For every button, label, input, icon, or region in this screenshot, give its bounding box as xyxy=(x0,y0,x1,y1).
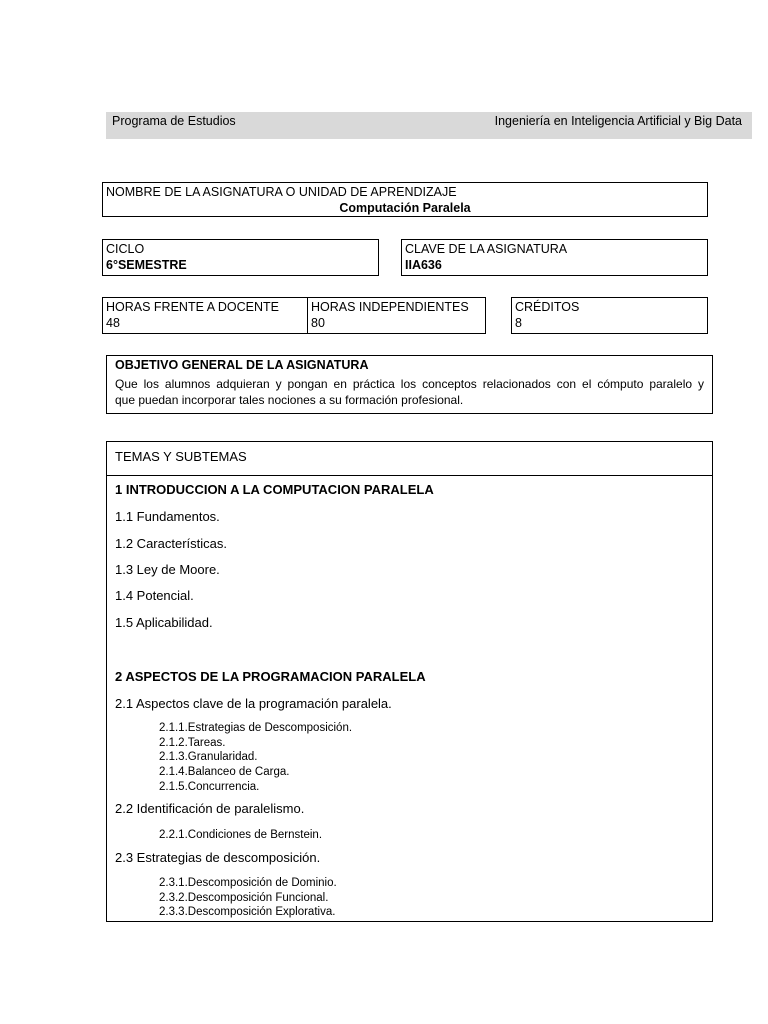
cycle-box xyxy=(102,239,379,276)
subitem-2-1-2: 2.1.2.Tareas. xyxy=(159,737,226,749)
topics-header-label: TEMAS Y SUBTEMAS xyxy=(115,449,247,464)
subitem-2-1-5: 2.1.5.Concurrencia. xyxy=(159,781,260,793)
item-1-5: 1.5 Aplicabilidad. xyxy=(115,615,213,630)
objective-line-2: que puedan incorporar tales nociones a su formación profesional. xyxy=(115,393,464,407)
subject-box xyxy=(102,182,708,217)
subitem-2-3-1: 2.3.1.Descomposición de Dominio. xyxy=(159,877,337,889)
objective-line-1: Que los alumnos adquieran y pongan en práctica los conceptos relacionados con el cómputo paralelo y xyxy=(115,377,704,391)
key-box xyxy=(401,239,708,276)
subitem-2-1-3: 2.1.3.Granularidad. xyxy=(159,751,258,763)
credits-value: 8 xyxy=(515,316,522,330)
item-1-2: 1.2 Características. xyxy=(115,536,227,551)
document-header xyxy=(106,112,752,139)
hours-independent-value: 80 xyxy=(311,316,325,330)
header-left: Programa de Estudios xyxy=(112,114,236,128)
objective-label: OBJETIVO GENERAL DE LA ASIGNATURA xyxy=(115,358,369,372)
key-label: CLAVE DE LA ASIGNATURA xyxy=(405,242,568,256)
header-right: Ingeniería en Inteligencia Artificial y Big Data xyxy=(494,114,742,128)
cycle-label: CICLO xyxy=(106,242,145,256)
subject-label: NOMBRE DE LA ASIGNATURA O UNIDAD DE APRENDIZAJE xyxy=(106,185,457,199)
item-1-3: 1.3 Ley de Moore. xyxy=(115,562,220,577)
item-1-1: 1.1 Fundamentos. xyxy=(115,509,220,524)
item-1-4: 1.4 Potencial. xyxy=(115,588,194,603)
item-2-2: 2.2 Identificación de paralelismo. xyxy=(115,801,305,816)
subitem-2-1-4: 2.1.4.Balanceo de Carga. xyxy=(159,766,290,778)
credits-label: CRÉDITOS xyxy=(515,300,580,314)
item-2-3: 2.3 Estrategias de descomposición. xyxy=(115,850,321,865)
hours-independent-box xyxy=(307,297,486,334)
item-2-1: 2.1 Aspectos clave de la programación paralela. xyxy=(115,696,392,711)
subitem-2-1-1: 2.1.1.Estrategias de Descomposición. xyxy=(159,722,353,734)
credits-box xyxy=(511,297,708,334)
subitem-2-3-3: 2.3.3.Descomposición Explorativa. xyxy=(159,906,336,918)
section-2-title: 2 ASPECTOS DE LA PROGRAMACION PARALELA xyxy=(115,669,426,684)
hours-teacher-box xyxy=(102,297,308,334)
hours-teacher-value: 48 xyxy=(106,316,120,330)
subject-value: Computación Paralela xyxy=(339,201,471,215)
hours-independent-label: HORAS INDEPENDIENTES xyxy=(311,300,469,314)
cycle-value: 6°SEMESTRE xyxy=(106,258,187,272)
subitem-2-2-1: 2.2.1.Condiciones de Bernstein. xyxy=(159,829,323,841)
key-value: IIA636 xyxy=(405,258,442,272)
subitem-2-3-2: 2.3.2.Descomposición Funcional. xyxy=(159,892,329,904)
hours-teacher-label: HORAS FRENTE A DOCENTE xyxy=(106,300,279,314)
objective-box xyxy=(106,355,713,414)
topics-body xyxy=(106,475,713,922)
section-1-title: 1 INTRODUCCION A LA COMPUTACION PARALELA xyxy=(115,482,434,497)
topics-header xyxy=(106,441,713,476)
